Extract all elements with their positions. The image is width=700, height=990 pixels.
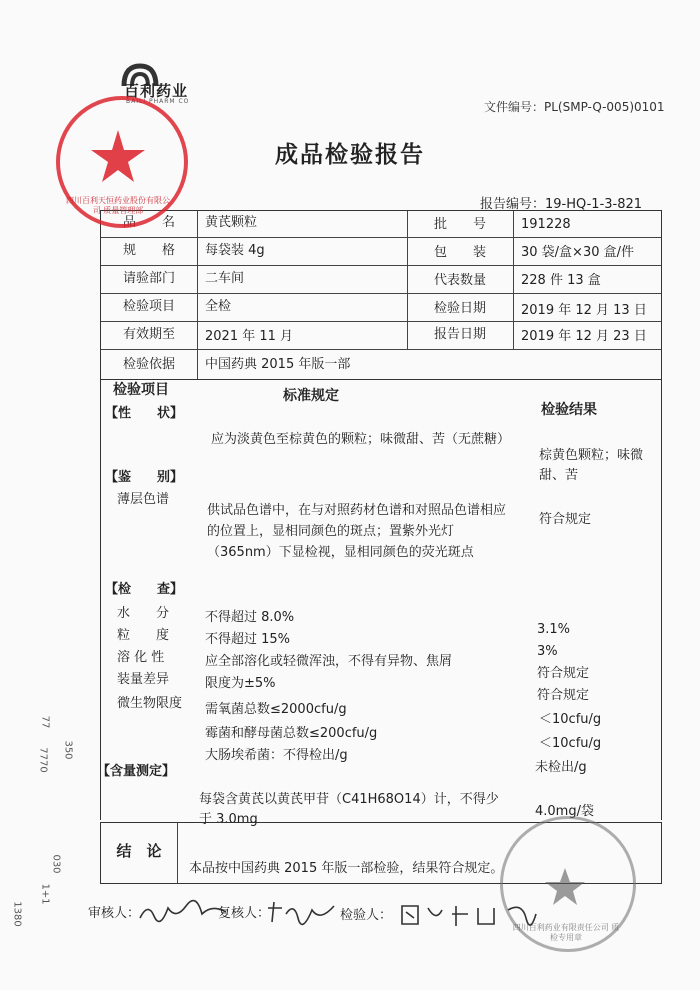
spec-value: 每袋装 4g [205, 243, 265, 258]
column-result-header: 检验结果 [541, 402, 597, 418]
spec-label: 规 格 [122, 243, 175, 258]
qty-label: 代表数量 [433, 273, 486, 288]
quality-dept-seal-text: 四川百利天恒药业股份有限公司 质量管理部 [66, 196, 170, 215]
margin-note: 1380 [11, 901, 23, 927]
qty-value: 228 件 13 盒 [521, 273, 601, 288]
item-value: 全检 [205, 299, 232, 314]
insp-date-value: 2019 年 12 月 13 日 [521, 303, 647, 318]
micro-aerobic-result: ＜10cfu/g [539, 712, 602, 727]
water-standard: 不得超过 8.0% [205, 610, 295, 625]
inspector-label: 检验人： [340, 908, 393, 923]
company-logo-subtext: BAILI PHARM CO [126, 98, 190, 105]
item-label: 检验项目 [122, 299, 175, 314]
report-date-value: 2019 年 12 月 23 日 [521, 329, 647, 344]
margin-note: 350 [62, 740, 74, 760]
section-identification: 【鉴 别】 [105, 470, 184, 485]
test-results-section [97, 380, 662, 827]
appearance-standard: 应为淡黄色至棕黄色的颗粒；味微甜、苦（无蔗糖） [211, 432, 511, 447]
batch-label: 批 号 [433, 217, 486, 232]
conclusion-label: 结 论 [116, 842, 162, 860]
product-value: 黄芪颗粒 [205, 215, 258, 230]
fill-standard: 限度为±5% [205, 676, 276, 691]
micro-ecoli-result: 未检出/g [535, 760, 587, 775]
size-standard: 不得超过 15% [205, 632, 291, 647]
tlc-result: 符合规定 [539, 512, 592, 527]
micro-aerobic-standard: 需氧菌总数≤2000cfu/g [205, 702, 347, 717]
page-title: 成品检验报告 [275, 142, 425, 168]
pack-value: 30 袋/盒×30 盒/件 [521, 245, 635, 260]
basis-value: 中国药典 2015 年版一部 [205, 357, 351, 372]
column-standard-header: 标准规定 [283, 388, 339, 404]
expiry-value: 2021 年 11 月 [205, 329, 294, 344]
inspection-seal [500, 816, 636, 952]
reviewer-label: 审核人： [88, 906, 141, 921]
solubility-standard: 应全部溶化或轻微浑浊，不得有异物、焦屑 [205, 654, 453, 669]
fill-result: 符合规定 [537, 688, 590, 703]
assay-result: 4.0mg/袋 [535, 804, 594, 819]
file-number: 文件编号：PL(SMP-Q-005)0101 [484, 100, 665, 114]
fill-label: 装量差异 [117, 672, 170, 687]
company-logo-text: 百利药业 [124, 82, 189, 100]
solubility-label: 溶 化 性 [117, 650, 165, 665]
water-label: 水 分 [117, 606, 170, 621]
report-number: 报告编号：19-HQ-1-3-821 [480, 197, 643, 212]
pack-label: 包 装 [433, 245, 486, 260]
inspection-seal-text: 四川百利药业有限责任公司 质检专用章 [512, 923, 620, 942]
micro-mold-standard: 霉菌和酵母菌总数≤200cfu/g [205, 726, 378, 741]
assay-standard: 每袋含黄芪以黄芪甲苷（C41H68O14）计，不得少于 3.0mg [199, 792, 499, 827]
conclusion-text: 本品按中国药典 2015 年版一部检验，结果符合规定。 [189, 861, 504, 876]
solubility-result: 符合规定 [537, 666, 590, 681]
tlc-label: 薄层色谱 [117, 492, 170, 507]
micro-mold-result: ＜10cfu/g [539, 736, 602, 751]
margin-note: 7770 [37, 747, 49, 773]
micro-ecoli-standard: 大肠埃希菌：不得检出/g [205, 748, 348, 763]
section-assay: 【含量测定】 [97, 764, 176, 779]
checker-label: 复核人： [218, 906, 271, 921]
margin-note: 1+1 [39, 883, 51, 905]
tlc-standard: 供试品色谱中，在与对照药材色谱和对照品色谱相应的位置上，显相同颜色的斑点；置紫外光灯（365nm）下显检视，显相同颜色的荧光斑点 [207, 503, 507, 560]
batch-value: 191228 [521, 217, 571, 232]
dept-label: 请验部门 [122, 271, 175, 286]
water-result: 3.1% [537, 622, 571, 637]
expiry-label: 有效期至 [122, 327, 175, 342]
product-label: 品 名 [122, 215, 175, 230]
report-date-label: 报告日期 [433, 327, 486, 342]
size-label: 粒 度 [117, 628, 170, 643]
micro-label: 微生物限度 [117, 696, 183, 711]
info-table [100, 210, 662, 380]
size-result: 3% [537, 644, 558, 659]
margin-note: 77 [39, 715, 51, 729]
margin-note: 030 [50, 854, 62, 874]
basis-label: 检验依据 [122, 357, 175, 372]
section-check: 【检 查】 [105, 582, 184, 597]
dept-value: 二车间 [205, 271, 245, 286]
column-item-header: 检验项目 [113, 382, 169, 398]
checker-signature-icon [264, 898, 340, 926]
section-appearance: 【性 状】 [105, 406, 184, 421]
appearance-result: 棕黄色颗粒；味微甜、苦 [539, 448, 644, 483]
insp-date-label: 检验日期 [433, 301, 486, 316]
quality-dept-seal [56, 96, 188, 228]
